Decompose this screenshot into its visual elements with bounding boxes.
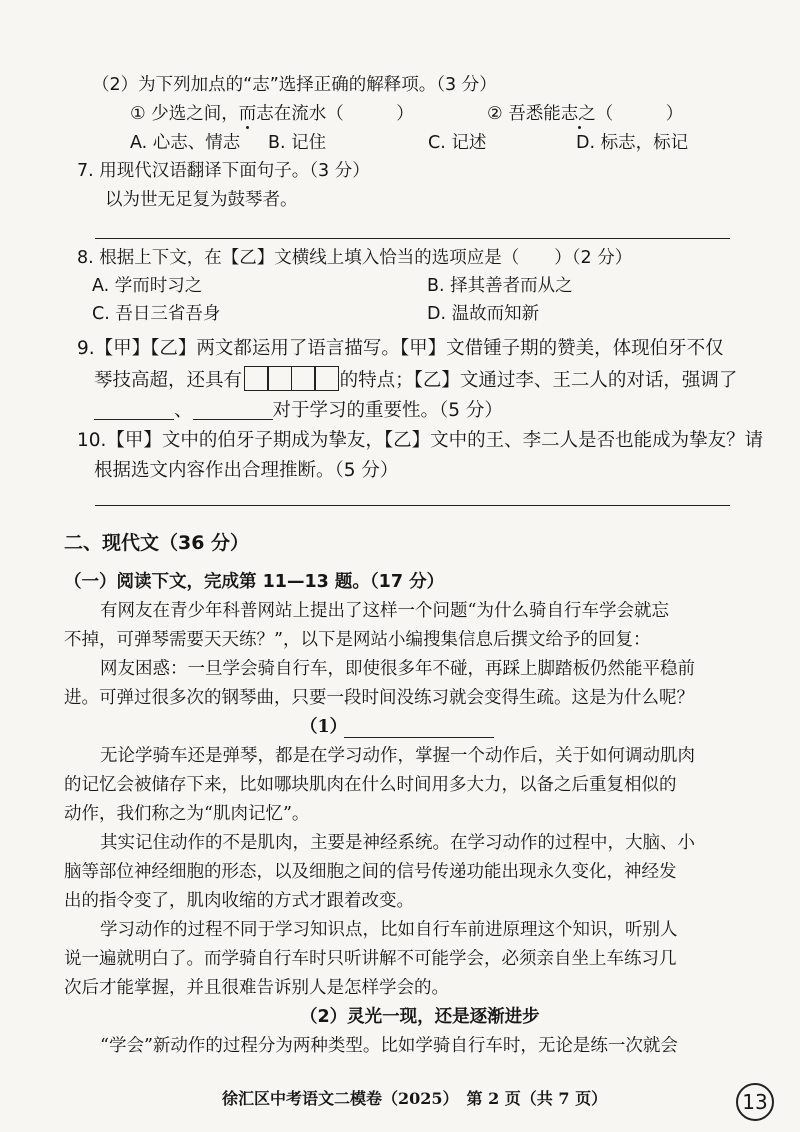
p3-line-2: 脑等部位神经细胞的形态，以及细胞之间的信号传递功能出现永久变化，神经发 (64, 862, 677, 882)
q6-2-stem: （2）为下列加点的“志”选择正确的解释项。（3 分） (92, 75, 497, 95)
emphasis-dot (578, 126, 581, 129)
emphasis-dot (246, 126, 249, 129)
p4-line-3: 次后才能掌握，并且很难告诉别人是怎样学会的。 (64, 978, 449, 998)
q9-blank-1[interactable] (94, 401, 174, 420)
subtitle-1-number: （1） (300, 717, 348, 737)
q6-2-option-a: A. 心志、情志 (130, 133, 241, 153)
q9-four-char-boxes[interactable] (244, 366, 338, 399)
p1-line-2: 进。可弹过很多次的钢琴曲，只要一段时间没练习就会变得生疏。这是为什么呢？ (64, 688, 694, 708)
q8-option-a: A. 学而时习之 (92, 276, 203, 296)
p3-line-1: 其实记住动作的不是肌肉，主要是神经系统。在学习动作的过程中，大脑、小 (100, 833, 695, 853)
q9-line2-text-a: 琴技高超，还具有 (94, 370, 243, 391)
q6-2-option-c: C. 记述 (428, 133, 487, 153)
p2-line-3: 动作，我们称之为“肌肉记忆”。 (64, 804, 310, 824)
q6-2-option-d: D. 标志，标记 (576, 133, 689, 153)
p1-line-1: 网友困惑：一旦学会骑自行车，即使很多年不碰，再踩上脚踏板仍然能平稳前 (100, 659, 695, 679)
q8-stem: 8. 根据上下文，在【乙】文横线上填入恰当的选项应是（ ）（2 分） (77, 248, 633, 268)
q7-stem: 7. 用现代汉语翻译下面句子。（3 分） (77, 161, 370, 181)
q6-2-item2: ② 吾悉能志之（ ） (487, 104, 684, 124)
q8-option-d: D. 温故而知新 (427, 304, 540, 324)
q9-line2 (94, 366, 737, 399)
page-footer: 徐汇区中考语文二模卷（2025） 第 2 页（共 7 页） (222, 1089, 608, 1108)
intro-line-1: 有网友在青少年科普网站上提出了这样一个问题“为什么骑自行车学会就忘 (100, 601, 669, 621)
q9-separator: 、 (174, 400, 193, 421)
q9-blank-2[interactable] (193, 401, 273, 420)
p2-line-1: 无论学骑车还是弹琴，都是在学习动作，掌握一个动作后，关于如何调动肌肉 (100, 746, 695, 766)
q9-line2-text-b: 的特点；【乙】文通过李、王二人的对话，强调了 (339, 370, 738, 391)
reading-1-heading: （一）阅读下文，完成第 11—13 题。（17 分） (64, 572, 445, 592)
intro-line-2: 不掉，可弹琴需要天天练？”，以下是网站小编搜集信息后撰文给予的回复： (64, 630, 651, 650)
q7-answer-line[interactable] (95, 238, 730, 239)
q10-answer-line[interactable] (95, 505, 730, 506)
p3-line-3: 出的指令变了，肌肉收缩的方式才跟着改变。 (64, 891, 414, 911)
q6-2-option-b: B. 记住 (268, 133, 327, 153)
q9-line3 (94, 398, 503, 424)
subtitle-2: （2）灵光一现，还是逐渐进步 (300, 1007, 540, 1027)
q10-line2: 根据选文内容作出合理推断。（5 分） (94, 460, 399, 481)
q10-line1: 10.【甲】文中的伯牙子期成为挚友，【乙】文中的王、李二人是否也能成为挚友？请 (77, 430, 764, 451)
q6-2-item1: ① 少选之间，而志在流水（ ） (130, 104, 414, 124)
q8-option-b: B. 择其善者而从之 (427, 276, 573, 296)
page-number-badge: 13 (736, 1083, 774, 1121)
q9-line3-text: 对于学习的重要性。（5 分） (272, 400, 503, 421)
p2-line-2: 的记忆会被储存下来，比如哪块肌肉在什么时间用多大力，以备之后重复相似的 (64, 775, 677, 795)
p4-line-1: 学习动作的过程不同于学习知识点，比如自行车前进原理这个知识，听别人 (100, 920, 678, 940)
section-2-heading: 二、现代文（36 分） (64, 532, 250, 554)
subtitle-1-blank[interactable] (344, 737, 494, 738)
q7-sentence: 以为世无足复为鼓琴者。 (105, 190, 298, 210)
q9-line1: 9.【甲】【乙】两文都运用了语言描写。【甲】文借锺子期的赞美，体现伯牙不仅 (77, 338, 724, 359)
p5-line-1: “学会”新动作的过程分为两种类型。比如学骑自行车时，无论是练一次就会 (100, 1036, 678, 1056)
q8-option-c: C. 吾日三省吾身 (92, 304, 221, 324)
p4-line-2: 说一遍就明白了。而学骑自行车时只听讲解不可能学会，必须亲自坐上车练习几 (64, 949, 677, 969)
